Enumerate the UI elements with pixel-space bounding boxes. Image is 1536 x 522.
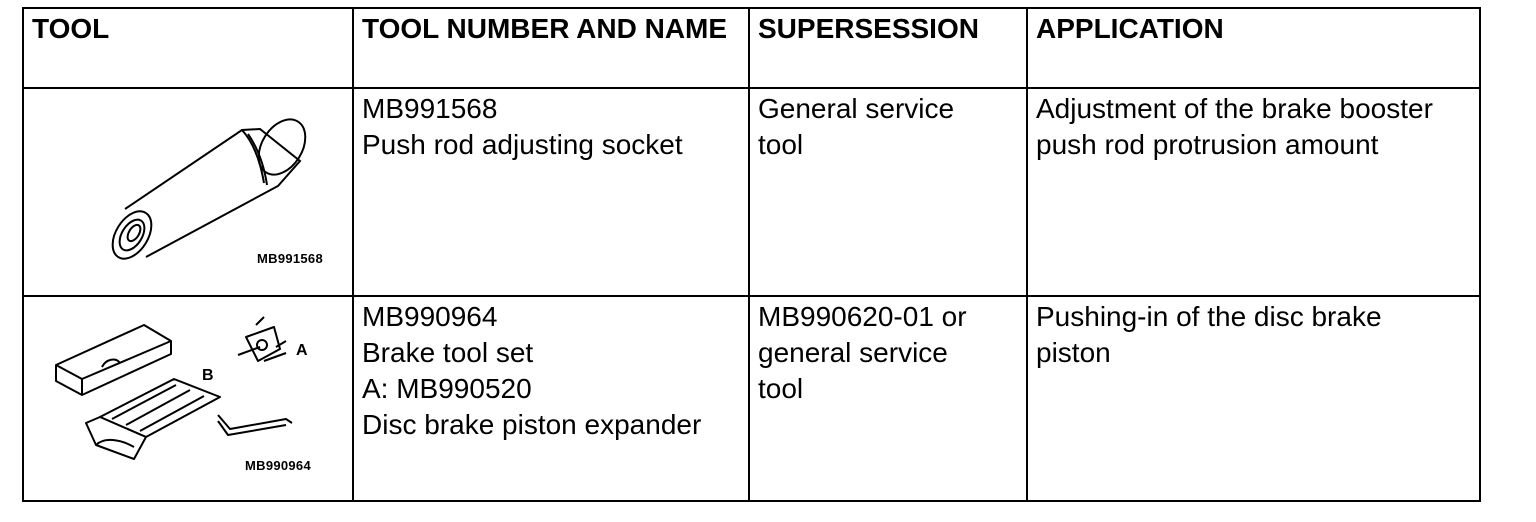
supersession-text: tool: [758, 129, 804, 160]
tool-name: Brake tool set: [362, 337, 534, 368]
label-b: B: [202, 367, 214, 384]
tool-number: MB991568: [362, 93, 498, 124]
special-tools-table: [22, 7, 1481, 502]
application-cell: [1027, 296, 1480, 501]
header-supersession: SUPERSESSION: [749, 8, 1027, 88]
application-text: push rod protrusion amount: [1036, 129, 1379, 160]
supersession-cell: [749, 88, 1027, 296]
table-row: [23, 296, 1480, 501]
tool-component-name: Disc brake piston expander: [362, 409, 702, 440]
application-text: Adjustment of the brake booster: [1036, 93, 1433, 124]
tool-illustration-caption: MB990964: [245, 458, 311, 473]
label-a: A: [296, 342, 308, 359]
application-text: piston: [1036, 337, 1111, 368]
header-tool-number-and-name: TOOL NUMBER AND NAME: [353, 8, 749, 88]
tool-name: Push rod adjusting socket: [362, 129, 683, 160]
tool-number-cell: [353, 88, 749, 296]
tool-illustration-cell: [23, 296, 353, 501]
supersession-text: general service: [758, 337, 948, 368]
tool-number-cell: [353, 296, 749, 501]
application-text: Pushing-in of the disc brake: [1036, 301, 1382, 332]
table-row: [23, 88, 1480, 296]
header-row: [23, 8, 1480, 88]
header-application: APPLICATION: [1027, 8, 1480, 88]
supersession-text: tool: [758, 373, 804, 404]
application-cell: [1027, 88, 1480, 296]
tool-illustration-cell: [23, 88, 353, 296]
tool-component-number: A: MB990520: [362, 373, 532, 404]
header-tool: TOOL: [23, 8, 353, 88]
supersession-cell: [749, 296, 1027, 501]
tool-number: MB990964: [362, 301, 498, 332]
supersession-text: General service: [758, 93, 955, 124]
supersession-text: MB990620-01 or: [758, 301, 967, 332]
tool-illustration-caption: MB991568: [257, 251, 323, 266]
